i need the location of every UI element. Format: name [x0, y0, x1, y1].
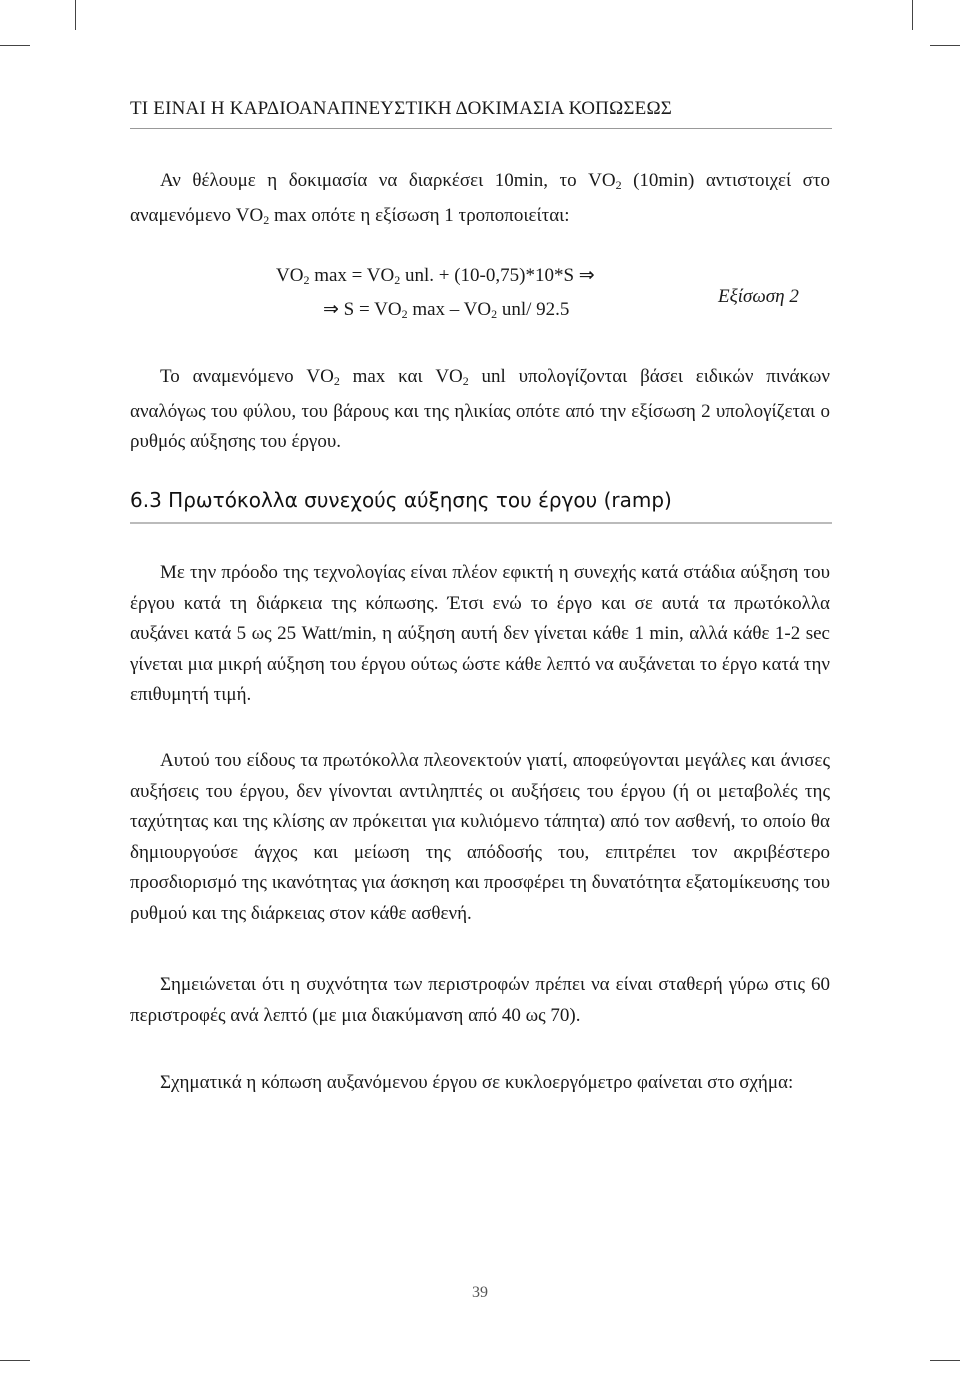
crop-mark — [0, 45, 30, 46]
section-divider — [130, 522, 832, 524]
running-header: ΤΙ ΕΙΝΑΙ Η ΚΑΡΔΙΟΑΝΑΠΝΕΥΣΤΙΚΗ ΔΟΚΙΜΑΣΙΑ ΚΟΠΩΣΕΩΣ — [130, 98, 673, 119]
section-title: 6.3 Πρωτόκολλα συνεχούς αύξησης του έργου (ramp) — [130, 488, 672, 512]
intro-paragraph: Αν θέλουμε η δοκιμασία να διαρκέσει 10min, το $VO_2$ (10min) αντιστοιχεί στο αναμενόμενο $VO_2$ max οπότε η εξίσωση 1 τροποποιείται: — [130, 170, 830, 227]
crop-mark — [930, 1360, 960, 1361]
header-divider — [130, 128, 832, 129]
equation-line-1: $VO_2$ $\max = VO_2$ unl. + (10-0,75)*10*S ⇒ — [276, 265, 595, 287]
advantages-paragraph: Αυτού του είδους τα πρωτόκολλα πλεονεκτούν γιατί, αποφεύγονται μεγάλες και άνισες αυξήσεις του έργου, δεν γίνονται αντιληπτές οι αυξήσεις του έργου (ή οι μεταβολές της ταχύτητας και της κλίσης αν πρόκειται για κυλιόμενο τάπητα) από τον ασθενή, το οποίο θα δημιουργούσε άγχος και μείωση της απόδοσής του, επιτρέπει τον ακριβέστερο προσδιορισμό της ικανότητας για άσκηση και προσφέρει τη δυνατότητα εξατομίκευσης του ρυθμού και της διάρκειας στον κάθε ασθενή. — [130, 750, 830, 924]
figure-reference-paragraph: Σχηματικά η κόπωση αυξανόμενου έργου σε κυκλοεργόμετρο φαίνεται στο σχήμα: — [160, 1072, 794, 1093]
ramp-description-paragraph: Με την πρόοδο της τεχνολογίας είναι πλέον εφικτή η συνεχής κατά στάδια αύξηση του έργου κατά τη διάρκεια της κόπωσης. Έτσι ενώ το έργο και σε αυτά τα πρωτόκολλα αυξάνει κατά 5 ως 25 Watt/min, η αύξηση αυτή δεν γίνεται κάθε 1 min, αλλά κάθε 1-2 sec γίνεται μια μικρή αύξηση του έργου ούτως ώστε κάθε λεπτό να αυξάνεται το έργο κατά την επιθυμητή τιμή. — [130, 562, 830, 706]
crop-mark — [0, 1360, 30, 1361]
equation-line-2: ⇒ $S = VO_2$ max – $VO_2$ unl/ 92.5 — [323, 299, 570, 321]
page-number: 39 — [472, 1284, 488, 1301]
crop-mark — [75, 0, 76, 30]
equation-label: Εξίσωση 2 — [718, 286, 799, 307]
rpm-paragraph: Σημειώνεται ότι η συχνότητα των περιστροφών πρέπει να είναι σταθερή γύρω στις 60 περιστροφές ανά λεπτό (με μια διακύμανση από 40 ως 70). — [130, 974, 830, 1026]
crop-mark — [930, 45, 960, 46]
expected-values-paragraph: Το αναμενόμενο $VO_2$ max και $VO_2$ unl υπολογίζονται βάσει ειδικών πινάκων αναλόγως του φύλου, του βάρους και της ηλικίας οπότε από την εξίσωση 2 υπολογίζεται ο ρυθμός αύξησης του έργου. — [130, 366, 830, 453]
crop-mark — [912, 0, 913, 30]
